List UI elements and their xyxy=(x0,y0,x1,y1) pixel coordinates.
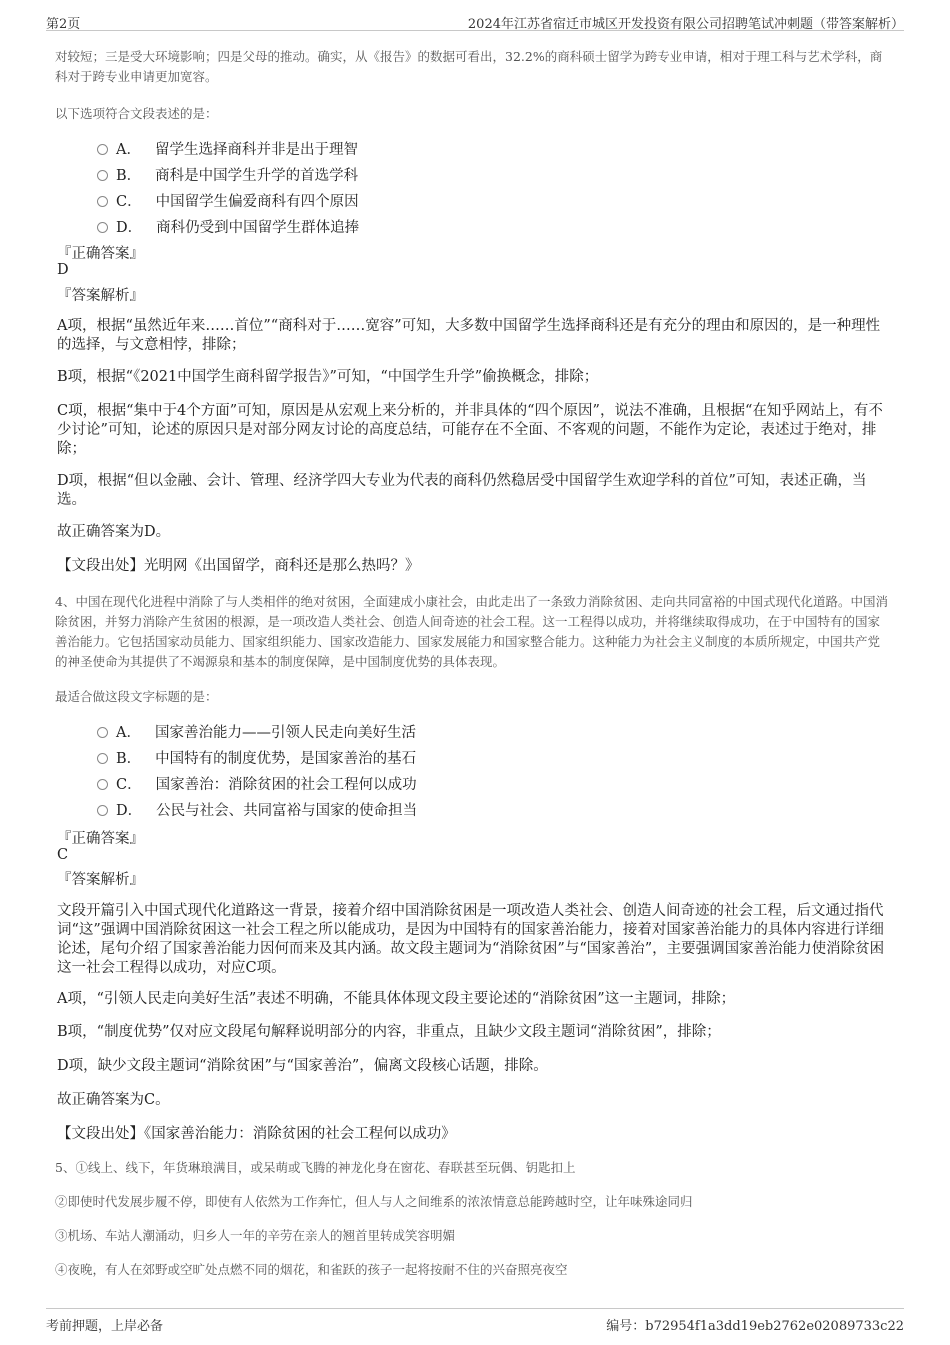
q4-source: 【文段出处】《国家善治能力：消除贫困的社会工程何以成功》 xyxy=(57,1126,456,1142)
q3-analysis-heading: 『答案解析』 xyxy=(57,288,144,304)
document-serial: 编号：b72954f1a3dd19eb2762e02089733c22 xyxy=(606,1319,904,1334)
page-number: 第2页 xyxy=(46,17,81,32)
q4-option-a[interactable]: A． 国家善治能力——引领人民走向美好生活 xyxy=(97,721,416,741)
radio-icon[interactable] xyxy=(97,170,108,181)
radio-icon[interactable] xyxy=(97,805,108,816)
q5-sentence-1: 5、①线上、线下，年货琳琅满目，或呆萌或飞腾的神龙化身在窗花、春联甚至玩偶、钥匙扣上 xyxy=(55,1160,576,1175)
q3-answer-heading: 『正确答案』 xyxy=(57,246,144,262)
page-footer xyxy=(46,1308,904,1334)
document-title: 2024年江苏省宿迁市城区开发投资有限公司招聘笔试冲刺题（带答案解析） xyxy=(467,17,904,32)
radio-icon[interactable] xyxy=(97,779,108,790)
q3-analysis-c: C项，根据“集中于4个方面”可知，原因是从宏观上来分析的，并非具体的“四个原因”，说法不准确，且根据“在知乎网站上，有不少讨论”可知，论述的原因只是对部分网友讨论的高度总结，可能存在不全面、不客观的问题，不能作为定论，表述过于绝对，排除； xyxy=(57,403,883,457)
q3-option-d[interactable]: D． 商科仍受到中国留学生群体追捧 xyxy=(97,216,359,236)
q3-option-a[interactable]: A． 留学生选择商科并非是出于理智 xyxy=(97,138,358,158)
q5-sentence-2: ②即使时代发展步履不停，即使有人依然为工作奔忙，但人与人之间维系的浓浓情意总能跨越时空，让年味殊途同归 xyxy=(55,1194,693,1209)
q4-analysis-main: 文段开篇引入中国式现代化道路这一背景，接着介绍中国消除贫困是一项改造人类社会、创造人间奇迹的社会工程，后文通过指代词“这”强调中国消除贫困这一社会工程之所以能成功，是因为中国特有的国家善治能力，接着对国家善治能力的具体内容进行详细论述，尾句介绍了国家善治能力因何而来及其内涵。故文段主题词为“消除贫困”与“国家善治”，主要强调国家善治能力使消除贫困这一社会工程得以成功，对应C项。 xyxy=(57,903,885,976)
q3-analysis-a: A项，根据“虽然近年来……首位”“商科对于……宽容”可知，大多数中国留学生选择商科还是有充分的理由和原因的，是一种理性的选择，与文意相悖，排除； xyxy=(57,318,881,353)
q4-option-d[interactable]: D． 公民与社会、共同富裕与国家的使命担当 xyxy=(97,799,417,819)
q4-option-b[interactable]: B． 中国特有的制度优势，是国家善治的基石 xyxy=(97,747,416,767)
q3-analysis-d: D项，根据“但以金融、会计、管理、经济学四大专业为代表的商科仍然稳居受中国留学生欢迎学科的首位”可知，表述正确，当选。 xyxy=(57,473,867,508)
radio-icon[interactable] xyxy=(97,196,108,207)
page-header xyxy=(46,10,904,31)
radio-icon[interactable] xyxy=(97,753,108,764)
q3-answer: D xyxy=(57,262,69,278)
q3-analysis-b: B项，根据“《2021中国学生商科留学报告》”可知，“中国学生升学”偷换概念，排除； xyxy=(57,369,599,385)
q3-option-b[interactable]: B． 商科是中国学生升学的首选学科 xyxy=(97,164,358,184)
q4-option-c[interactable]: C． 国家善治：消除贫困的社会工程何以成功 xyxy=(97,773,417,793)
q5-sentence-3: ③机场、车站人潮涌动，归乡人一年的辛劳在亲人的翘首里转成笑容明媚 xyxy=(55,1228,456,1243)
q3-source: 【文段出处】光明网《出国留学，商科还是那么热吗？》 xyxy=(57,558,420,574)
q3-passage: 对较短；三是受大环境影响；四是父母的推动。确实，从《报告》的数据可看出，32.2%的商科硕士留学为跨专业申请，相对于理工科与艺术学科，商科对于跨专业申请更加宽容。 xyxy=(55,49,883,84)
q4-conclusion: 故正确答案为C。 xyxy=(57,1092,170,1108)
q4-analysis-d: D项，缺少文段主题词“消除贫困”与“国家善治”，偏离文段核心话题，排除。 xyxy=(57,1058,548,1074)
radio-icon[interactable] xyxy=(97,727,108,738)
q4-passage: 4、中国在现代化进程中消除了与人类相伴的绝对贫困，全面建成小康社会，由此走出了一条致力消除贫困、走向共同富裕的中国式现代化道路。中国消除贫困，并努力消除产生贫困的根源，是一项改造人类社会、创造人间奇迹的社会工程。这一工程得以成功，并将继续取得成功，在于中国特有的国家善治能力。它包括国家动员能力、国家组织能力、国家改造能力、国家发展能力和国家整合能力。这种能力为社会主义制度的本质所规定，中国共产党的神圣使命为其提供了不竭源泉和基本的制度保障，是中国制度优势的具体表现。 xyxy=(55,594,888,669)
q4-answer: C xyxy=(57,847,69,863)
q4-analysis-b: B项，“制度优势”仅对应文段尾句解释说明部分的内容，非重点，且缺少文段主题词“消除贫困”，排除； xyxy=(57,1024,721,1040)
q3-prompt: 以下选项符合文段表述的是： xyxy=(55,106,218,121)
q4-answer-heading: 『正确答案』 xyxy=(57,831,144,847)
q4-analysis-heading: 『答案解析』 xyxy=(57,872,144,888)
q3-conclusion: 故正确答案为D。 xyxy=(57,524,171,540)
q4-prompt: 最适合做这段文字标题的是： xyxy=(55,689,218,704)
q3-option-c[interactable]: C． 中国留学生偏爱商科有四个原因 xyxy=(97,190,359,210)
radio-icon[interactable] xyxy=(97,144,108,155)
q4-analysis-a: A项，“引领人民走向美好生活”表述不明确，不能具体体现文段主要论述的“消除贫困”这一主题词，排除； xyxy=(57,991,736,1007)
footer-note: 考前押题，上岸必备 xyxy=(46,1319,164,1334)
radio-icon[interactable] xyxy=(97,222,108,233)
q5-sentence-4: ④夜晚，有人在郊野或空旷处点燃不同的烟花，和雀跃的孩子一起将按耐不住的兴奋照亮夜空 xyxy=(55,1262,568,1277)
